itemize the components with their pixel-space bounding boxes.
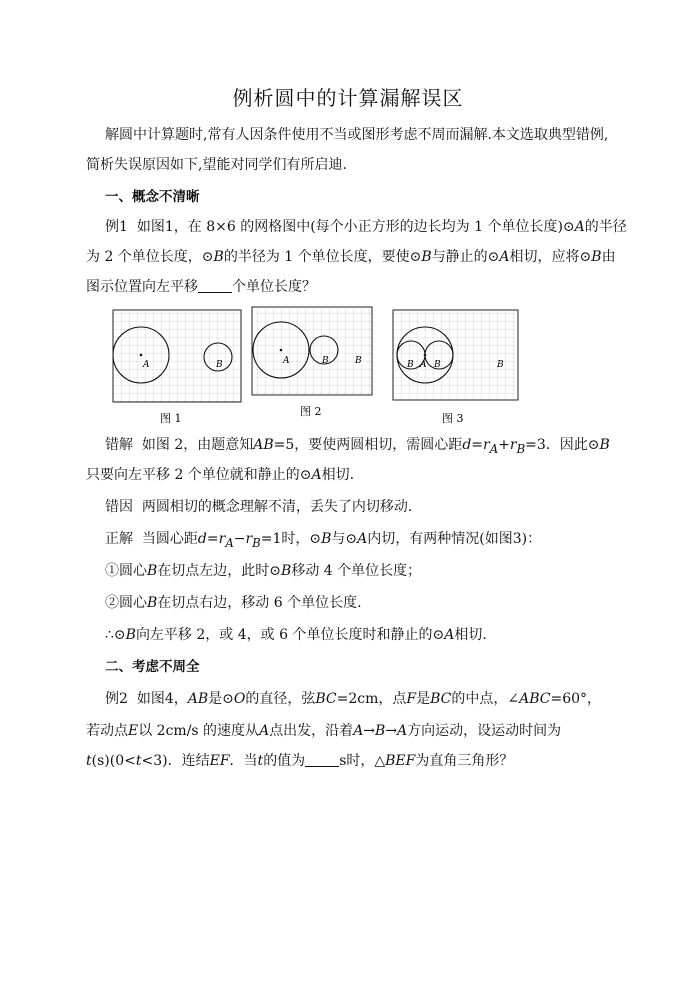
section-2-heading: 二、考虑不周全 [105, 659, 200, 675]
label-b-right: B [434, 360, 441, 370]
text: 相切. [321, 467, 355, 483]
error-reason-line [105, 492, 645, 522]
math-var: d [197, 531, 207, 547]
label-b-original: B [355, 356, 362, 366]
text: =60°， [550, 691, 602, 707]
text: 只要向左平移 2 个单位就和静止的⊙ [86, 467, 312, 483]
example-2-line-1 [105, 684, 645, 714]
center-a [140, 354, 143, 357]
math-var: F [406, 691, 417, 707]
text: 内切，有两种情况(如图3)： [367, 531, 542, 547]
text: 是⊙ [208, 691, 234, 707]
math-var: t [86, 753, 92, 769]
example-1-label: 例1 [105, 219, 128, 235]
text: 以 2cm/s 的速度从 [138, 723, 260, 739]
caption-figure-2: 图 2 [300, 405, 322, 418]
text: 为 2 个单位长度，⊙ [86, 249, 214, 265]
math-var: B [281, 563, 292, 579]
math-sub: B [252, 535, 261, 550]
math-var: B [421, 249, 432, 265]
caption-figure-3: 图 3 [442, 412, 464, 425]
text: ．当 [229, 753, 258, 769]
text: 个单位长度？ [232, 279, 316, 295]
math-var: B [147, 563, 158, 579]
math-var: ABC [519, 691, 551, 707]
text: 为直角三角形？ [415, 753, 514, 769]
math-var: d [462, 437, 472, 453]
text: 点出发，沿着 [269, 723, 354, 739]
math-sub: A [225, 535, 234, 550]
math-var: B [125, 627, 136, 643]
example-1-line-1 [105, 212, 645, 242]
figure-1 [113, 310, 241, 425]
math-var: =r [471, 437, 490, 453]
math-var: A [499, 249, 510, 265]
text: 如图1，在 [136, 219, 202, 235]
math-var: BEF [385, 753, 416, 769]
text: ②圆心 [105, 595, 147, 611]
error-reason-label: 错因 [105, 499, 133, 515]
label-b-moved: B [322, 356, 329, 366]
text: 在切点右边，移动 6 个单位长度. [157, 595, 362, 611]
math-var: A [357, 531, 368, 547]
math-var: A [574, 219, 585, 235]
text: 与静止的⊙ [431, 249, 500, 265]
figure-3 [393, 310, 518, 425]
math-var: B [591, 249, 602, 265]
math-var: =r [206, 531, 226, 547]
text: 的直径，弦 [245, 691, 316, 707]
text: 如图4， [136, 691, 188, 707]
math-var: −r [233, 531, 253, 547]
intro-line-1: 解圆中计算题时,常有人因条件使用不当或图形考虑不周而漏解.本文选取典型错例, [105, 127, 609, 143]
math-var: +r [498, 437, 517, 453]
label-b-left: B [407, 360, 414, 370]
answer-blank[interactable] [305, 752, 339, 767]
text: 的半径为 1 个单位长度，要使⊙ [223, 249, 422, 265]
math-sub: B [516, 441, 526, 456]
text: 方向运动，设运动时间为 [407, 723, 562, 739]
grid-size: 8×6 [206, 219, 236, 235]
example-2-line-2 [86, 716, 626, 746]
text: 的网格图中(每个小正方形的边长均为 1 个单位长度)⊙ [240, 219, 575, 235]
text: 与⊙ [331, 531, 358, 547]
answer-blank[interactable] [198, 278, 232, 293]
text: 移动 4 个单位长度； [291, 563, 422, 579]
wrong-solution-label: 错解 [105, 437, 133, 453]
center-a [280, 349, 283, 352]
text: 的中点，∠ [451, 691, 520, 707]
case-2-line [105, 588, 645, 618]
math-var: EF [209, 753, 230, 769]
math-var: O [233, 691, 246, 707]
example-1-line-3 [86, 272, 626, 302]
math-var: AB [253, 437, 274, 453]
caption-figure-1: 图 1 [160, 412, 182, 425]
text: 的半径 [584, 219, 627, 235]
correct-solution-line [105, 524, 645, 558]
text: ①圆心 [105, 563, 147, 579]
text: 相切. [454, 627, 487, 643]
section-1-heading: 一、概念不清晰 [105, 189, 200, 205]
text: 两圆相切的概念理解不清，丢失了内切移动. [141, 499, 413, 515]
math-var: B [599, 437, 610, 453]
text: 相切，应将⊙ [509, 249, 592, 265]
math-var: A [311, 467, 322, 483]
math-var: A [444, 627, 455, 643]
text: =3．因此⊙ [525, 437, 600, 453]
math-var: BC [315, 691, 337, 707]
math-sub: A [489, 441, 499, 456]
math-var: B [147, 595, 158, 611]
case-1-line [105, 556, 645, 586]
text: =5，要使两圆相切，需圆心距 [273, 437, 463, 453]
example-2-label: 例2 [105, 691, 128, 707]
example-2-line-3 [86, 746, 626, 776]
text: (s)(0< [91, 753, 136, 769]
wrong-solution-line-2 [86, 460, 626, 490]
math-var: A→B→A [353, 723, 408, 739]
math-var: AB [187, 691, 209, 707]
figure-2 [252, 307, 372, 418]
text: 当圆心距 [141, 531, 198, 547]
label-a: A [283, 356, 290, 366]
text: =2cm，点 [336, 691, 407, 707]
page-title: 例析圆中的计算漏解误区 [232, 86, 464, 110]
math-var: t [257, 753, 264, 769]
correct-solution-label: 正解 [105, 531, 133, 547]
math-var: E [128, 723, 139, 739]
label-b: B [216, 360, 223, 370]
label-a: A [420, 360, 427, 370]
math-var: B [213, 249, 224, 265]
math-var: B [321, 531, 332, 547]
label-a: A [143, 360, 150, 370]
wrong-solution-line-1 [105, 430, 645, 464]
text: 向左平移 2，或 4，或 6 个单位长度时和静止的⊙ [135, 627, 445, 643]
text: 图示位置向左平移 [86, 279, 198, 295]
text: 若动点 [86, 723, 128, 739]
math-var: A [259, 723, 270, 739]
label-b-original: B [497, 360, 504, 370]
math-var: BC [430, 691, 452, 707]
math-var: t [135, 753, 142, 769]
intro-line-2: 简析失误原因如下,望能对同学们有所启迪. [86, 157, 347, 173]
conclusion-line [105, 620, 645, 650]
text: s时，△ [339, 753, 386, 769]
text: 的值为 [263, 753, 306, 769]
text: 由 [601, 249, 616, 265]
text: =1时，⊙ [260, 531, 322, 547]
text: <3)．连结 [141, 753, 210, 769]
text: 如图 2，由题意知 [141, 437, 254, 453]
text: ∴⊙ [105, 627, 126, 643]
text: 在切点左边，此时⊙ [157, 563, 282, 579]
example-1-line-2 [86, 242, 626, 272]
text: 是 [416, 691, 431, 707]
figures-1-3 [105, 305, 535, 425]
